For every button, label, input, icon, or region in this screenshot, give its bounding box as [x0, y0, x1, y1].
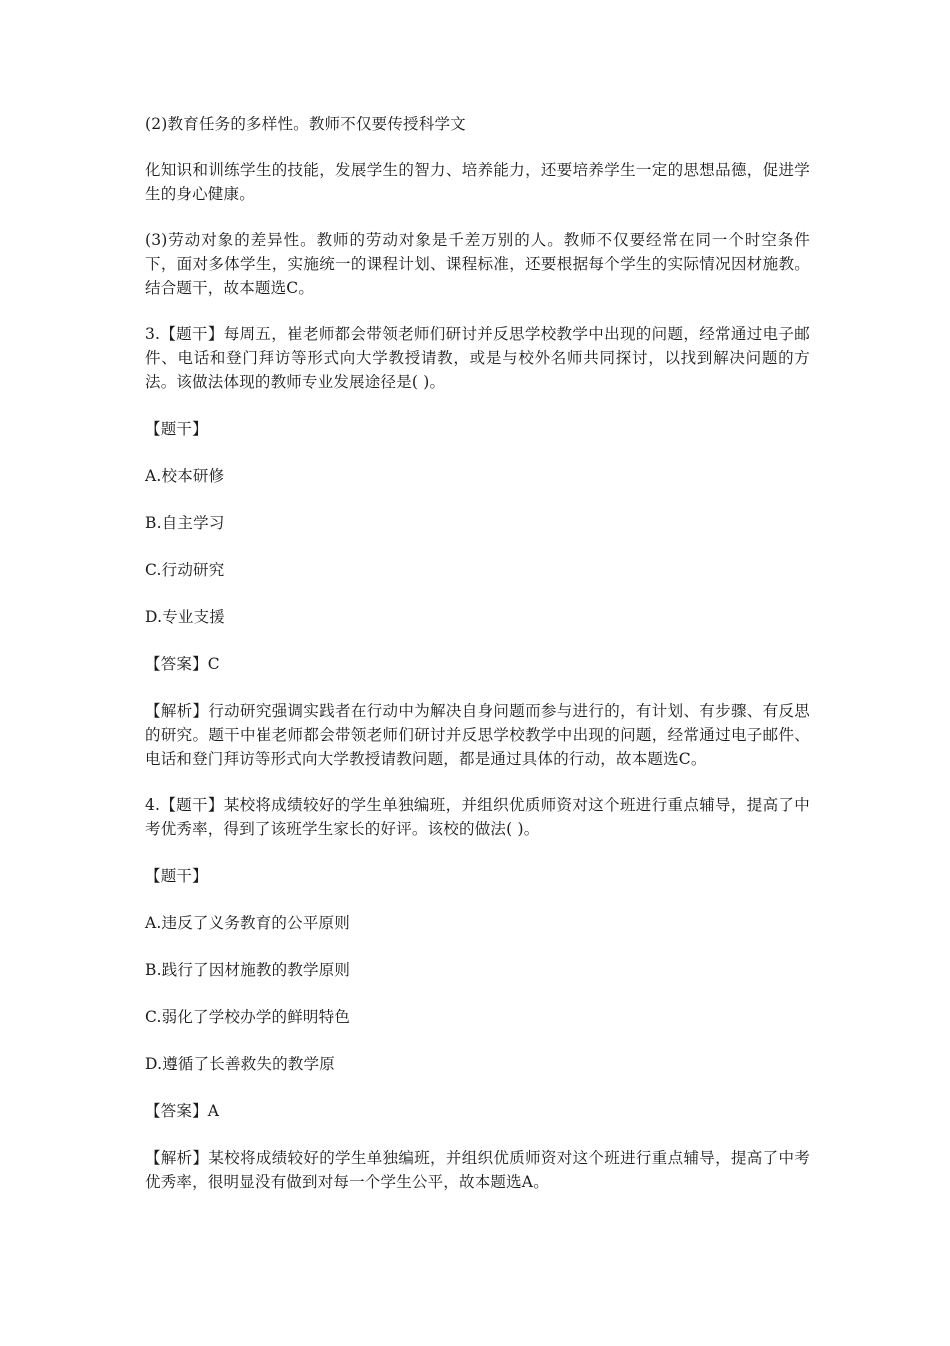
question-3-analysis: 【解析】行动研究强调实践者在行动中为解决自身问题而参与进行的，有计划、有步骤、有反思的研究。题干中崔老师都会带领老师们研讨并反思学校教学中出现的问题，经常通过电子邮件、电话和登门拜访等形式向大学教授请教问题，都是通过具体的行动，故本题选C。: [145, 702, 810, 768]
question-4-option-c: C.弱化了学校办学的鲜明特色: [145, 1008, 351, 1026]
document-page: [145, 112, 810, 1194]
question-3-option-d: D.专业支援: [145, 608, 226, 626]
question-4-analysis: 【解析】某校将成绩较好的学生单独编班，并组织优质师资对这个班进行重点辅导，提高了中考优秀率，很明显没有做到对每一个学生公平，故本题选A。: [145, 1149, 810, 1191]
question-4-option-a: A.违反了义务教育的公平原则: [145, 914, 350, 932]
question-4-stem-label: 【题干】: [145, 867, 208, 885]
question-4-stem: 4.【题干】某校将成绩较好的学生单独编班，并组织优质师资对这个班进行重点辅导，提高了中考优秀率，得到了该班学生家长的好评。该校的做法( )。: [145, 796, 810, 838]
question-3-option-b: B.自主学习: [145, 514, 225, 532]
question-4-option-b: B.践行了因材施教的教学原则: [145, 961, 351, 979]
question-3-option-a: A.校本研修: [145, 467, 225, 485]
paragraph-labor-object: (3)劳动对象的差异性。教师的劳动对象是千差万别的人。教师不仅要经常在同一个时空条件下，面对多体学生，实施统一的课程计划、课程标准，还要根据每个学生的实际情况因材施教。结合题干，故本题选C。: [145, 231, 810, 297]
question-4-option-d: D.遵循了长善救失的教学原: [145, 1055, 335, 1073]
question-3-stem-label: 【题干】: [145, 420, 208, 438]
question-3-option-c: C.行动研究: [145, 561, 225, 579]
question-4-answer: 【答案】A: [145, 1102, 220, 1120]
question-3-answer: 【答案】C: [145, 655, 220, 673]
paragraph-teaching-diversity: (2)教育任务的多样性。教师不仅要传授科学文: [145, 115, 466, 133]
paragraph-teaching-diversity-cont: 化知识和训练学生的技能，发展学生的智力、培养能力，还要培养学生一定的思想品德，促进学生的身心健康。: [145, 161, 810, 203]
question-3-stem: 3.【题干】每周五，崔老师都会带领老师们研讨并反思学校教学中出现的问题，经常通过电子邮件、电话和登门拜访等形式向大学教授请教，或是与校外名师共同探讨，以找到解决问题的方法。该做法体现的教师专业发展途径是( )。: [145, 325, 810, 391]
